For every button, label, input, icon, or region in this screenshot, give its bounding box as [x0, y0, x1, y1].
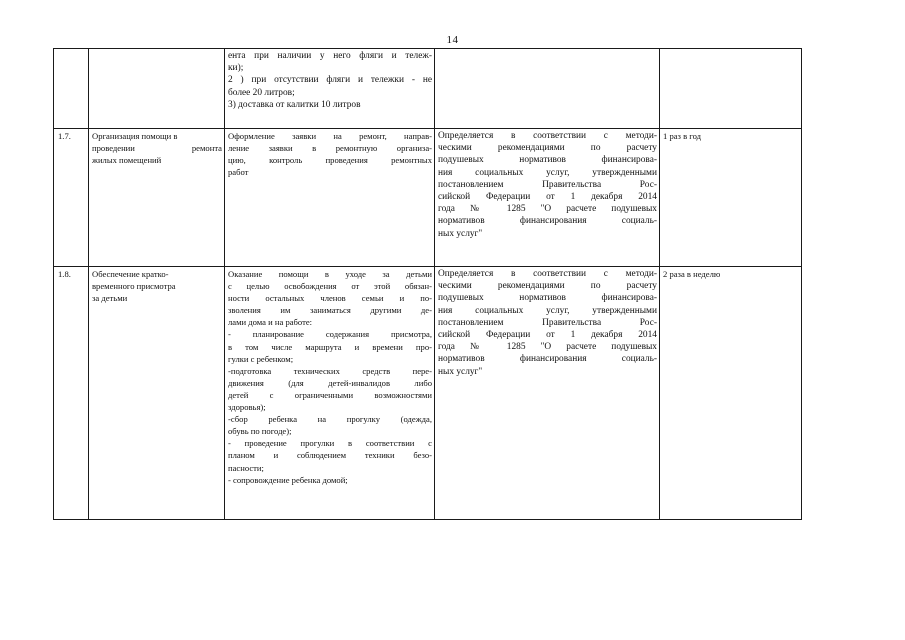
frequency-text: 2 раза в неделю [663, 269, 721, 279]
service-name-lines [92, 130, 222, 166]
text-line: ческими рекомендациями по расчету [438, 281, 657, 292]
service-frequency [660, 267, 802, 520]
service-content-lines [228, 50, 432, 111]
text-line: с целью освобождения от этой обязан- [228, 281, 432, 292]
service-content-lines [228, 268, 432, 486]
text-line: подушевых нормативов финансирова- [438, 155, 657, 166]
text-line: Определяется в соответствии с методи- [438, 131, 657, 141]
service-standard-lines [438, 268, 657, 378]
service-name [89, 49, 225, 129]
text-line: - сопровождение ребенка домой; [228, 474, 348, 485]
text-line: более 20 литров; [228, 87, 295, 98]
text-line: ности остальных членов семьи и по- [228, 293, 432, 304]
text-line: в том числе маршрута и времени про- [228, 341, 432, 352]
text-line: зволения им заниматься другими де- [228, 305, 432, 316]
service-standard [435, 267, 660, 520]
text-line: Определяется в соответствии с методи- [438, 269, 657, 279]
row-number: 1.8. [54, 267, 89, 520]
text-line: 2 ) при отсутствии фляги и тележки - не [228, 75, 432, 86]
page-number: 14 [446, 34, 459, 46]
table-row [54, 129, 802, 267]
text-line: Обеспечение кратко- [92, 269, 169, 279]
service-content [225, 49, 435, 129]
text-line: Организация помощи в [92, 131, 178, 141]
text-line: за детьми [92, 293, 128, 304]
frequency-text: 1 раз в год [663, 131, 702, 141]
text-line: пасности; [228, 462, 264, 473]
text-line: - планирование содержания присмотра, [228, 329, 432, 340]
text-line: проведении ремонта [92, 143, 222, 154]
text-line: нормативов финансирования социаль- [438, 216, 657, 227]
text-line: Оформление заявки на ремонт, направ- [228, 131, 432, 141]
text-line: ки); [228, 63, 244, 74]
text-line: -подготовка технических средств пере- [228, 365, 432, 376]
text-line: - проведение прогулки в соответствии с [228, 438, 432, 449]
text-line: постановлением Правительства Рос- [438, 179, 657, 190]
text-line: планом и соблюдением техники безо- [228, 450, 432, 461]
text-line: лами дома и на работе: [228, 317, 313, 328]
text-line: ление заявки в ремонтную организа- [228, 143, 432, 154]
service-standard-lines [438, 130, 657, 240]
text-line: ента при наличии у него фляги и тележ- [228, 51, 432, 61]
row-number: 1.7. [54, 129, 89, 267]
text-line: года № 1285 "О расчете подушевых [438, 204, 657, 215]
text-line: 3) доставка от калитки 10 литров [228, 99, 361, 110]
services-table [53, 48, 802, 520]
service-frequency [660, 129, 802, 267]
text-line: здоровья); [228, 402, 266, 413]
text-line: работ [228, 167, 249, 178]
service-name [89, 267, 225, 520]
text-line: нормативов финансирования социаль- [438, 354, 657, 365]
text-line: года № 1285 "О расчете подушевых [438, 342, 657, 353]
text-line: ческими рекомендациями по расчету [438, 143, 657, 154]
text-line: временного присмотра [92, 281, 176, 292]
table-row [54, 267, 802, 520]
text-line: -сбор ребенка на прогулку (одежда, [228, 414, 432, 425]
text-line: подушевых нормативов финансирова- [438, 293, 657, 304]
service-content-lines [228, 130, 432, 178]
text-line: ния социальных услуг, утвержденными [438, 305, 657, 316]
text-line: движения (для детей-инвалидов либо [228, 377, 432, 388]
text-line: сийской Федерации от 1 декабря 2014 [438, 330, 657, 341]
service-standard [435, 49, 660, 129]
service-name [89, 129, 225, 267]
service-content [225, 267, 435, 520]
text-line: ных услуг" [438, 366, 483, 377]
text-line: ния социальных услуг, утвержденными [438, 167, 657, 178]
text-line: Оказание помощи в уходе за детьми [228, 269, 432, 279]
text-line: ных услуг" [438, 228, 483, 239]
text-line: постановлением Правительства Рос- [438, 317, 657, 328]
text-line: обувь по погоде); [228, 426, 292, 437]
service-content [225, 129, 435, 267]
text-line: жилых помещений [92, 155, 162, 166]
text-line: гулки с ребенком; [228, 353, 294, 364]
service-frequency [660, 49, 802, 129]
text-line: детей с ограниченными возможностями [228, 389, 432, 400]
text-line: цию, контроль проведения ремонтных [228, 155, 432, 166]
table-row [54, 49, 802, 129]
service-name-lines [92, 268, 222, 304]
service-standard [435, 129, 660, 267]
row-number [54, 49, 89, 129]
text-line: сийской Федерации от 1 декабря 2014 [438, 192, 657, 203]
